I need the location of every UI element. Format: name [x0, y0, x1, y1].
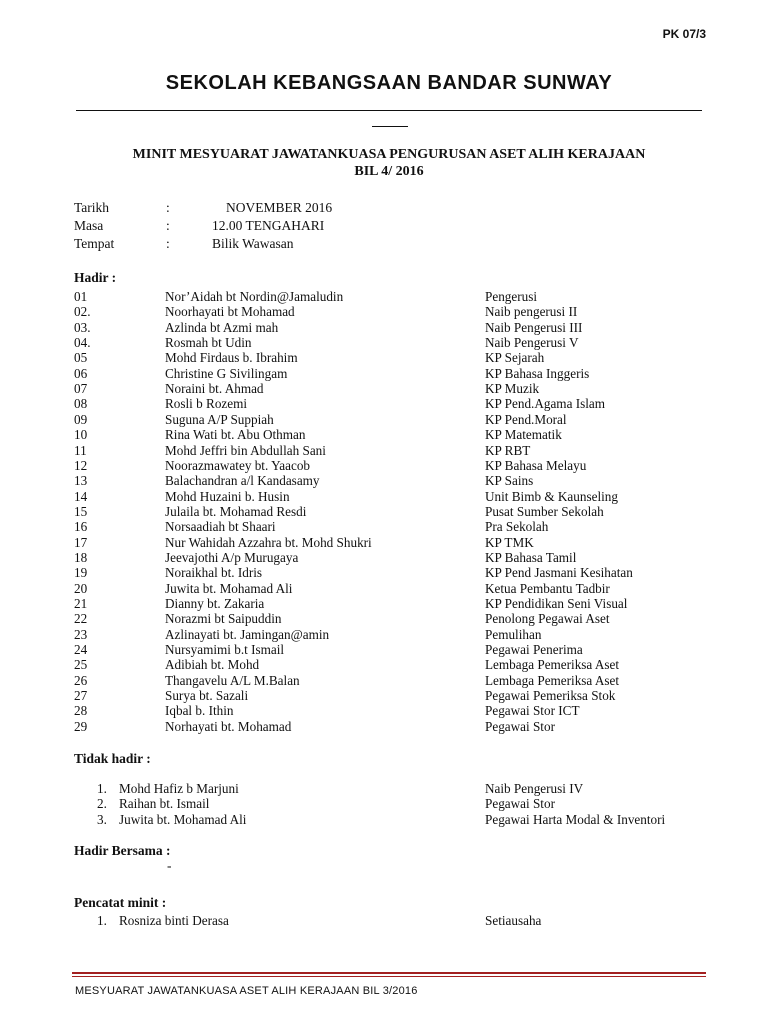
member-name: Nor’Aidah bt Nordin@Jamaludin — [165, 289, 344, 304]
member-role: KP Pend.Moral — [485, 411, 567, 427]
attendee-row — [0, 381, 768, 396]
member-name: Mohd Firdaus b. Ibrahim — [165, 350, 298, 366]
attendee-row — [0, 611, 768, 626]
tarikh-label: Tarikh — [74, 200, 110, 215]
member-role: Pegawai Penerima — [485, 642, 583, 658]
attendee-row — [0, 396, 768, 411]
item-number: 28 — [74, 703, 88, 719]
item-number: 24 — [74, 642, 88, 658]
member-role: Pra Sekolah — [485, 519, 549, 535]
member-name: Azlinayati bt. Jamingan@amin — [165, 626, 330, 642]
member-name: Julaila bt. Mohamad Resdi — [165, 503, 307, 519]
item-number: 22 — [74, 611, 88, 627]
item-number: 20 — [74, 580, 88, 596]
attendee-row — [0, 627, 768, 642]
member-role: Setiausaha — [485, 913, 542, 928]
attendee-row — [0, 550, 768, 565]
item-number: 03. — [74, 319, 91, 335]
attendee-row — [0, 673, 768, 688]
member-name: Noraini bt. Ahmad — [165, 381, 264, 397]
attendee-row — [0, 581, 768, 596]
member-role: Pegawai Stor ICT — [485, 703, 580, 719]
item-number: 1. — [97, 913, 107, 928]
member-role: KP Sejarah — [485, 350, 545, 366]
item-number: 01 — [74, 289, 88, 304]
footer-rule-thin — [72, 976, 706, 977]
member-name: Suguna A/P Suppiah — [165, 411, 274, 427]
masa-value: 12.00 TENGAHARI — [212, 218, 325, 233]
item-number: 04. — [74, 335, 91, 351]
pencatat-heading: Pencatat minit : — [74, 895, 167, 910]
tarikh-value: NOVEMBER 2016 — [226, 200, 333, 215]
attendee-row — [0, 412, 768, 427]
item-number: 16 — [74, 519, 88, 535]
recorder-row — [0, 913, 768, 928]
member-role: KP Pend Jasmani Kesihatan — [485, 565, 633, 581]
item-number: 07 — [74, 381, 88, 397]
member-name: Noorhayati bt Mohamad — [165, 304, 295, 320]
member-role: Pegawai Pemeriksa Stok — [485, 688, 616, 704]
item-number: 18 — [74, 549, 88, 565]
member-name: Rina Wati bt. Abu Othman — [165, 427, 306, 443]
member-name: Nursyamimi b.t Ismail — [165, 642, 285, 658]
item-number: 17 — [74, 534, 88, 550]
member-name: Surya bt. Sazali — [165, 688, 249, 704]
member-name: Juwita bt. Mohamad Ali — [165, 580, 293, 596]
hadir-bersama-value: - — [167, 858, 172, 873]
member-name: Noraikhal bt. Idris — [165, 565, 263, 581]
attendee-row — [0, 304, 768, 319]
attendee-row — [0, 350, 768, 365]
member-name: Jeevajothi A/p Murugaya — [165, 549, 299, 565]
item-number: 08 — [74, 396, 88, 412]
member-role: Lembaga Pemeriksa Aset — [485, 657, 620, 673]
item-number: 05 — [74, 350, 88, 366]
member-name: Thangavelu A/L M.Balan — [165, 672, 300, 688]
attendee-row — [0, 473, 768, 488]
attendee-row — [0, 657, 768, 672]
member-role: Lembaga Pemeriksa Aset — [485, 672, 620, 688]
attendee-row — [0, 703, 768, 718]
document-code: PK 07/3 — [662, 27, 706, 41]
member-name: Norazmi bt Saipuddin — [165, 611, 282, 627]
footer-text: MESYUARAT JAWATANKUASA ASET ALIH KERAJAAN BIL 3/2016 — [75, 985, 418, 997]
member-name: Norsaadiah bt Shaari — [165, 519, 276, 535]
tidak-hadir-heading: Tidak hadir : — [74, 751, 151, 766]
member-name: Juwita bt. Mohamad Ali — [119, 811, 247, 827]
attendee-row — [0, 504, 768, 519]
member-name: Raihan bt. Ismail — [119, 796, 210, 812]
member-name: Iqbal b. Ithin — [165, 703, 234, 719]
member-role: KP TMK — [485, 534, 534, 550]
minutes-title: MINIT MESYUARAT JAWATANKUASA PENGURUSAN ASET ALIH KERAJAAN — [132, 147, 646, 162]
member-name: Balachandran a/l Kandasamy — [165, 473, 320, 489]
member-role: Pegawai Stor — [485, 796, 555, 812]
item-number: 3. — [97, 811, 107, 827]
attendee-row — [0, 519, 768, 534]
minutes-number: BIL 4/ 2016 — [354, 164, 424, 179]
member-name: Rosmah bt Udin — [165, 335, 252, 351]
member-name: Nur Wahidah Azzahra bt. Mohd Shukri — [165, 534, 372, 550]
item-number: 10 — [74, 427, 88, 443]
member-name: Rosniza binti Derasa — [119, 913, 229, 928]
attendee-row — [0, 535, 768, 550]
member-role: Naib pengerusi II — [485, 304, 578, 320]
member-name: Adibiah bt. Mohd — [165, 657, 260, 673]
item-number: 29 — [74, 718, 88, 734]
member-role: KP Bahasa Inggeris — [485, 365, 590, 381]
attendee-row — [0, 596, 768, 611]
tempat-separator: : — [166, 236, 170, 251]
attendee-row — [0, 366, 768, 381]
absentee-row — [0, 781, 768, 796]
member-role: Ketua Pembantu Tadbir — [485, 580, 610, 596]
tarikh-separator: : — [166, 200, 170, 215]
member-role: Naib Pengerusi V — [485, 335, 579, 351]
item-number: 1. — [97, 781, 107, 796]
item-number: 25 — [74, 657, 88, 673]
item-number: 21 — [74, 596, 88, 611]
member-role: Pusat Sumber Sekolah — [485, 503, 604, 519]
member-name: Mohd Huzaini b. Husin — [165, 488, 290, 504]
member-role: KP Pendidikan Seni Visual — [485, 596, 628, 611]
item-number: 13 — [74, 473, 88, 489]
member-role: Naib Pengerusi III — [485, 319, 583, 335]
attendee-row — [0, 289, 768, 304]
member-name: Dianny bt. Zakaria — [165, 596, 265, 611]
attendee-row — [0, 458, 768, 473]
item-number: 12 — [74, 457, 88, 473]
member-role: Naib Pengerusi IV — [485, 781, 584, 796]
item-number: 06 — [74, 365, 88, 381]
member-name: Mohd Hafiz b Marjuni — [119, 781, 239, 796]
footer-rule-thick — [72, 972, 706, 974]
member-role: Unit Bimb & Kaunseling — [485, 488, 618, 504]
attendee-row — [0, 642, 768, 657]
item-number: 26 — [74, 672, 88, 688]
member-name: Christine G Sivilingam — [165, 365, 288, 381]
member-name: Mohd Jeffri bin Abdullah Sani — [165, 442, 326, 458]
member-role: Pegawai Harta Modal & Inventori — [485, 811, 666, 827]
member-role: KP Bahasa Melayu — [485, 457, 587, 473]
item-number: 11 — [74, 442, 87, 458]
member-role: Pemulihan — [485, 626, 542, 642]
hadir-heading: Hadir : — [74, 270, 117, 285]
attendee-row — [0, 688, 768, 703]
attendee-row — [0, 489, 768, 504]
member-role: Pegawai Stor — [485, 718, 555, 734]
member-role: KP Muzik — [485, 381, 540, 397]
member-role: KP Sains — [485, 473, 534, 489]
absentee-row — [0, 796, 768, 811]
attendee-row — [0, 719, 768, 734]
item-number: 23 — [74, 626, 88, 642]
item-number: 15 — [74, 503, 88, 519]
item-number: 14 — [74, 488, 88, 504]
header-short-divider — [372, 126, 408, 127]
attendee-row — [0, 443, 768, 458]
member-role: KP Pend.Agama Islam — [485, 396, 606, 412]
masa-separator: : — [166, 218, 170, 233]
member-role: KP Bahasa Tamil — [485, 549, 577, 565]
tempat-value: Bilik Wawasan — [212, 236, 294, 251]
school-name: SEKOLAH KEBANGSAAN BANDAR SUNWAY — [165, 72, 613, 94]
masa-label: Masa — [74, 218, 104, 233]
header-divider — [76, 110, 702, 111]
member-name: Rosli b Rozemi — [165, 396, 248, 412]
attendee-row — [0, 565, 768, 580]
item-number: 27 — [74, 688, 88, 704]
absentee-row — [0, 812, 768, 827]
attendee-row — [0, 335, 768, 350]
item-number: 02. — [74, 304, 91, 320]
member-name: Azlinda bt Azmi mah — [165, 319, 279, 335]
attendee-row — [0, 427, 768, 442]
member-name: Noorazmawatey bt. Yaacob — [165, 457, 311, 473]
member-role: KP RBT — [485, 442, 531, 458]
member-role: Penolong Pegawai Aset — [485, 611, 610, 627]
member-role: Pengerusi — [485, 289, 538, 304]
item-number: 2. — [97, 796, 107, 812]
member-role: KP Matematik — [485, 427, 562, 443]
attendee-row — [0, 320, 768, 335]
hadir-bersama-heading: Hadir Bersama : — [74, 843, 171, 858]
tempat-label: Tempat — [74, 236, 115, 251]
item-number: 09 — [74, 411, 88, 427]
item-number: 19 — [74, 565, 88, 581]
member-name: Norhayati bt. Mohamad — [165, 718, 292, 734]
